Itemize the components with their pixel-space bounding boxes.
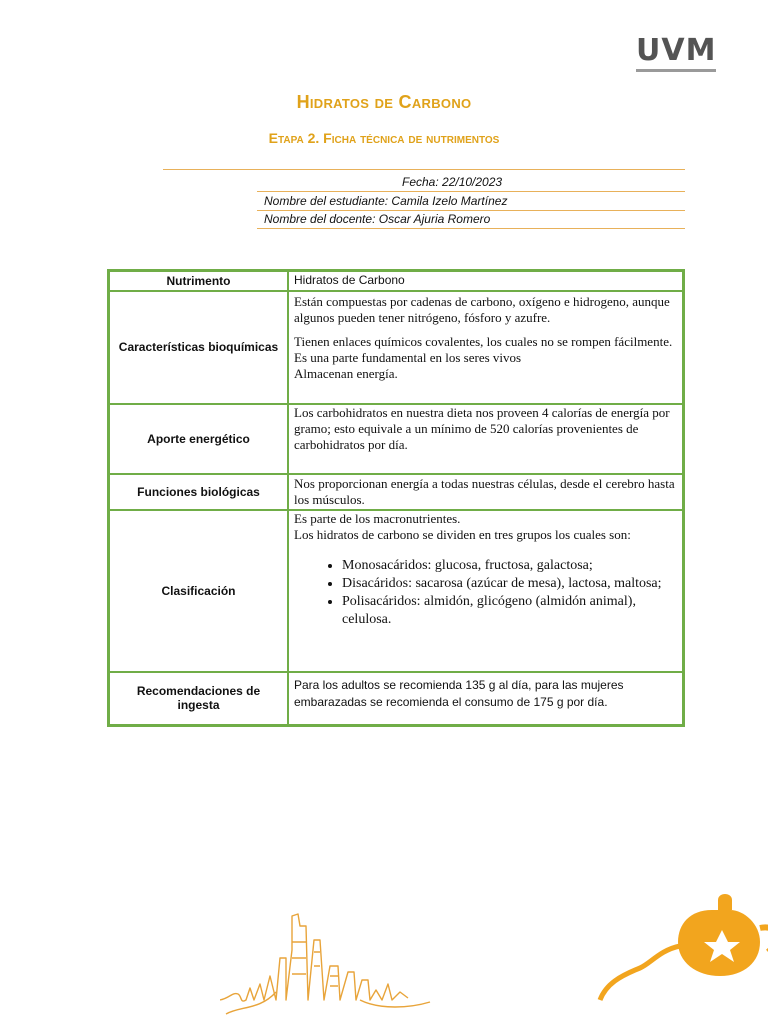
fecha-text: Fecha: 22/10/2023 bbox=[402, 175, 503, 189]
caracteristicas-p4: Almacenan energía. bbox=[294, 365, 398, 381]
table-row bbox=[109, 474, 684, 510]
funciones-value: Nos proporcionan energía a todas nuestras células, desde el cerebro hasta los músculos. bbox=[288, 474, 684, 510]
estudiante-text: Nombre del estudiante: Camila Izelo Martínez bbox=[264, 194, 508, 208]
docente-text: Nombre del docente: Oscar Ajuria Romero bbox=[264, 212, 491, 226]
fecha-underline bbox=[257, 191, 685, 192]
nutrient-table bbox=[107, 269, 685, 727]
list-item: • Monosacáridos: glucosa, fructosa, galactosa; bbox=[342, 557, 677, 575]
recomendaciones-label: Recomendaciones de ingesta bbox=[109, 672, 289, 726]
caracteristicas-p3: Es una parte fundamental en los seres vivos bbox=[294, 349, 522, 365]
aporte-value: Los carbohidratos en nuestra dieta nos proveen 4 calorías de energía por gramo; esto equivale a un mínimo de 520 calorías provenientes de carbohidratos por día. bbox=[288, 404, 684, 474]
clasificacion-label: Clasificación bbox=[109, 510, 289, 672]
document-subtitle: Etapa 2. Ficha técnica de nutrimentos bbox=[268, 130, 500, 146]
logo-text: UVM bbox=[636, 33, 717, 68]
logo-tagline bbox=[636, 69, 716, 72]
estudiante-underline bbox=[257, 210, 685, 211]
document-title: Hidratos de Carbono bbox=[296, 92, 472, 112]
caracteristicas-value bbox=[288, 291, 684, 404]
nutrimento-value: Hidratos de Carbono bbox=[288, 271, 684, 291]
list-item: • Disacáridos: sacarosa (azúcar de mesa), lactosa, maltosa; bbox=[342, 575, 677, 593]
aporte-label: Aporte energético bbox=[109, 404, 289, 474]
docente-underline bbox=[257, 228, 685, 229]
title-divider bbox=[163, 169, 685, 170]
table-row bbox=[109, 510, 684, 672]
caracteristicas-label: Características bioquímicas bbox=[109, 291, 289, 404]
list-item: • Polisacáridos: almidón, glicógeno (almidón animal), celulosa. bbox=[342, 593, 677, 629]
table-row bbox=[109, 291, 684, 404]
funciones-label: Funciones biológicas bbox=[109, 474, 289, 510]
recomendaciones-value: Para los adultos se recomienda 135 g al día, para las mujeres embarazadas se recomienda el consumo de 175 g por día. bbox=[288, 672, 684, 726]
skyline-decoration bbox=[220, 880, 768, 1024]
uvm-logo bbox=[636, 33, 720, 72]
clasificacion-list bbox=[294, 557, 677, 629]
caracteristicas-p1: Están compuestas por cadenas de carbono, oxígeno e hidrogeno, aunque algunos pueden tener nitrógeno, fósforo y azufre. bbox=[294, 293, 670, 325]
clasificacion-p1: Es parte de los macronutrientes. bbox=[294, 510, 461, 526]
caracteristicas-p2: Tienen enlaces químicos covalentes, los cuales no se rompen fácilmente. bbox=[294, 333, 673, 349]
clasificacion-value bbox=[288, 510, 684, 672]
table-row bbox=[109, 672, 684, 726]
teapot-icon bbox=[600, 894, 768, 1000]
table-row bbox=[109, 271, 684, 291]
nutrimento-label: Nutrimento bbox=[109, 271, 289, 291]
table-row bbox=[109, 404, 684, 474]
clasificacion-p2: Los hidratos de carbono se dividen en tres grupos los cuales son: bbox=[294, 526, 631, 542]
